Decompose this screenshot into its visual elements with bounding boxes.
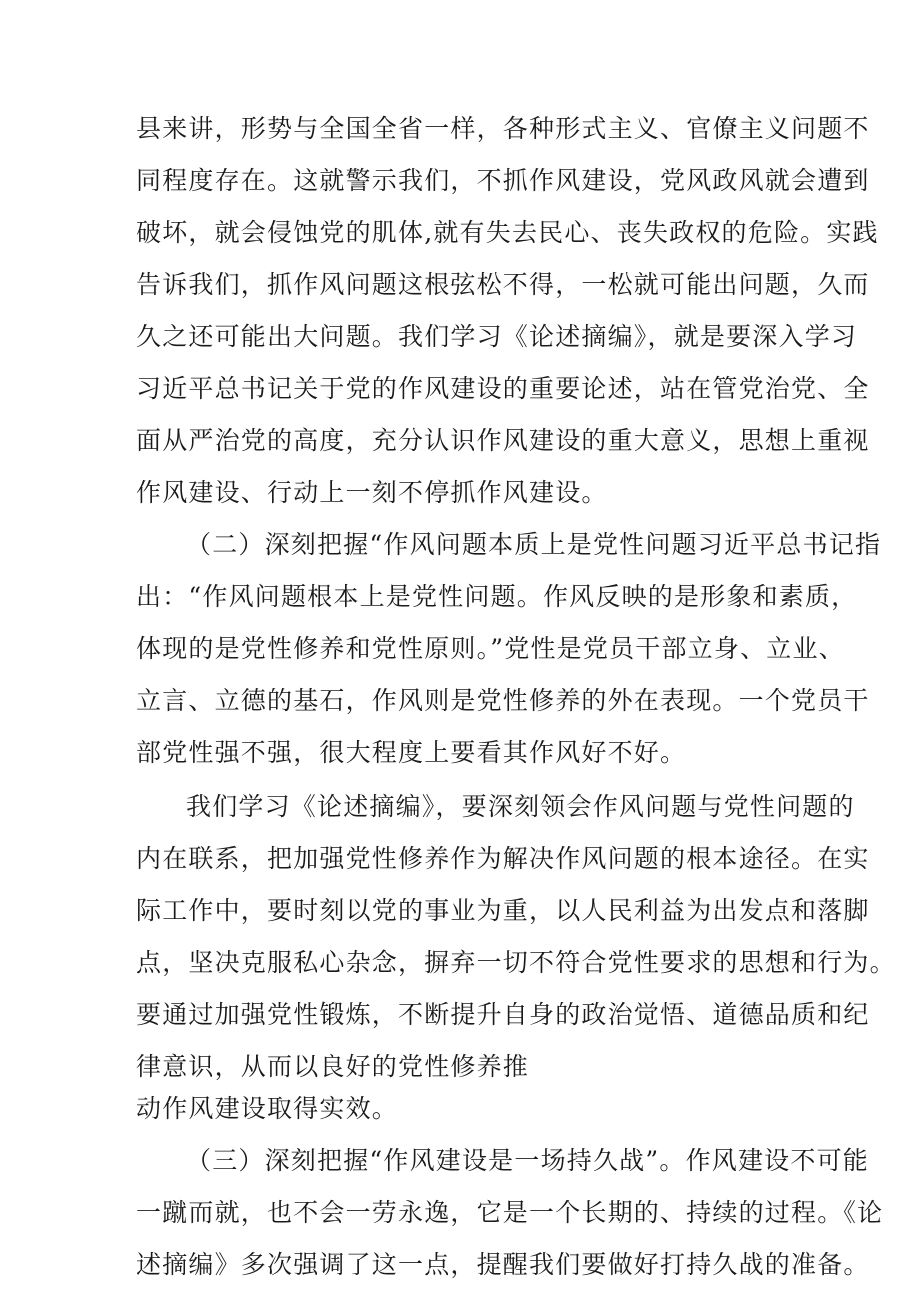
text-line-9: （二）深刻把握“作风问题本质上是党性问题习近平总书记指 [186,530,882,559]
text-line-4: 告诉我们，抓作风问题这根弦松不得，一松就可能出问题，久而 [136,270,870,299]
text-line-5: 久之还可能出大问题。我们学习《论述摘编》，就是要深入学习 [136,322,858,351]
text-line-3: 破坏，就会侵蚀党的肌体,就有失去民心、丧失政权的危险。实践 [136,218,879,247]
text-line-8: 作风建设、行动上一刻不停抓作风建设。 [136,478,608,507]
text-line-10: 出：“作风问题根本上是党性问题。作风反映的是形象和素质， [136,582,858,611]
text-line-7: 面从严治党的高度，充分认识作风建设的重大意义，思想上重视 [136,426,870,455]
text-line-11: 体现的是党性修养和党性原则。”党性是党员干部立身、立业、 [136,634,845,663]
text-line-21: （三）深刻把握“作风建设是一场持久战”。作风建设不可能 [186,1146,869,1175]
text-line-18: 要通过加强党性锻炼，不断提升自身的政治觉悟、道德品质和纪 [136,1000,870,1029]
text-line-13: 部党性强不强，很大程度上要看其作风好不好。 [136,738,687,767]
text-line-19: 律意识，从而以良好的党性修养推 [136,1052,530,1081]
text-line-12: 立言、立德的基石，作风则是党性修养的外在表现。一个党员干 [136,686,870,715]
text-line-2: 同程度存在。这就警示我们，不抓作风建设，党风政风就会遭到 [136,166,870,195]
text-line-15: 内在联系，把加强党性修养作为解决作风问题的根本途径。在实 [136,844,870,873]
text-line-23: 述摘编》多次强调了这一点，提醒我们要做好打持久战的准备。 [136,1250,870,1279]
text-line-1: 县来讲，形势与全国全省一样，各种形式主义、官僚主义问题不 [136,114,870,143]
text-line-6: 习近平总书记关于党的作风建设的重要论述，站在管党治党、全 [136,374,870,403]
text-line-17: 点，坚决克服私心杂念，摒弃一切不符合党性要求的思想和行为。 [136,948,896,977]
text-line-22: 一蹴而就，也不会一劳永逸，它是一个长期的、持续的过程。《论 [136,1198,884,1227]
text-line-16: 际工作中，要时刻以党的事业为重，以人民利益为出发点和落脚 [136,896,870,925]
text-line-20: 动作风建设取得实效。 [136,1094,399,1123]
text-line-14: 我们学习《论述摘编》，要深刻领会作风问题与党性问题的 [186,792,855,821]
